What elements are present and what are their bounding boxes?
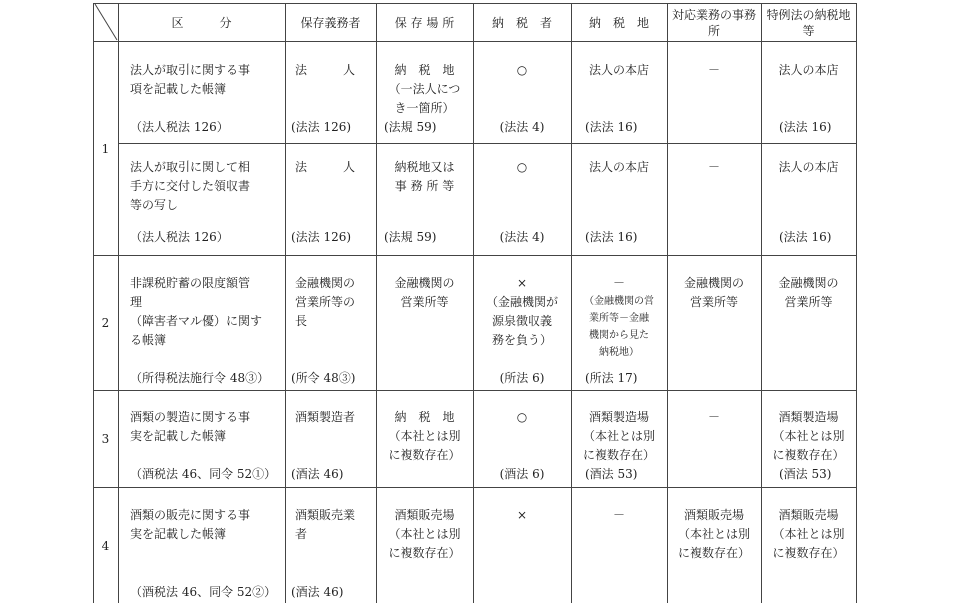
place-law: (法規 59) [384, 120, 437, 134]
row-number: 3 [101, 432, 110, 446]
place-law: (法規 59) [384, 230, 437, 244]
header-obligor: 保存義務者 [300, 16, 361, 30]
taxpayer-text-line: 務を負う） [491, 333, 552, 347]
obligor-text-line: 酒類販売業 [295, 508, 356, 522]
category-text-line: 実を記載した帳簿 [130, 429, 227, 443]
category-text-line: 手方に交付した領収書 [130, 179, 251, 193]
special-text: 法人の本店 [778, 160, 839, 174]
place-text-line: （本社とは別 [388, 527, 461, 541]
taxpayer-law: (所法 6) [499, 371, 545, 385]
obligor-law: (酒法 46) [291, 467, 344, 481]
header-place: 保 存 場 所 [394, 16, 455, 30]
special-text-line: （本社とは別 [772, 527, 845, 541]
row-number: 2 [101, 316, 110, 330]
category-text-line: 酒類の販売に関する事 [130, 508, 251, 522]
place-text-line: （本社とは別 [388, 429, 461, 443]
tax-place-law: (法法 16) [585, 120, 638, 134]
special-text-line: に複数存在） [772, 546, 845, 560]
place-text-line: 金融機関の [394, 276, 455, 290]
tax-place-text-line: （本社とは別 [582, 429, 655, 443]
place-text-line: 酒類販売場 [394, 508, 455, 522]
header-category: 区 分 [171, 16, 232, 30]
taxpayer-text-line: 源泉徴収義 [491, 314, 552, 328]
taxpayer-text-line: （金融機関が [485, 295, 558, 309]
special-text: 法人の本店 [778, 63, 839, 77]
obligor-text: 法 人 [295, 160, 356, 174]
row-number: 1 [101, 142, 110, 156]
obligor-text-line: 者 [295, 527, 308, 541]
category-law: （法人税法 126） [130, 230, 229, 244]
place-text-line: 納 税 地 [394, 63, 455, 77]
category-law: （法人税法 126） [130, 120, 229, 134]
tax-place-text: － [612, 508, 625, 522]
category-text-line: （障害者マル優）に関す [130, 314, 263, 328]
category-law: （酒税法 46、同令 52②） [130, 585, 277, 599]
tax-place-text: 業所等－金融 [589, 313, 649, 324]
category-text-line: 項を記載した帳簿 [130, 82, 227, 96]
obligor-text: 酒類製造者 [295, 410, 356, 424]
office-text-line: 酒類販売場 [683, 508, 744, 522]
place-text-line: き一箇所） [394, 101, 455, 115]
tax-place-text-line: 酒類製造場 [588, 410, 649, 424]
tax-place-text: 機関から見た [589, 330, 649, 341]
special-text-line: 酒類製造場 [778, 410, 839, 424]
category-text-line: 酒類の製造に関する事 [130, 410, 251, 424]
office-text: － [707, 410, 720, 424]
header-tax-place: 納 税 地 [588, 16, 649, 30]
taxpayer-text: × [516, 508, 528, 522]
taxpayer-text: ○ [516, 63, 528, 77]
place-text-line: （一法人につ [388, 82, 461, 96]
category-text-line: 実を記載した帳簿 [130, 527, 227, 541]
category-text-line: 法人が取引に関して相 [130, 160, 251, 174]
row-number: 4 [101, 539, 110, 553]
obligor-text-line: 長 [295, 314, 308, 328]
obligor-text-line: 金融機関の [295, 276, 356, 290]
category-text-line: る帳簿 [130, 333, 167, 347]
obligor-law: (所令 48③) [291, 371, 356, 385]
taxpayer-law: (法法 4) [499, 120, 545, 134]
taxpayer-text: ○ [516, 410, 528, 424]
office-text-line: 営業所等 [689, 295, 738, 309]
tax-place-text-line: に複数存在） [582, 448, 655, 462]
tax-place-text: 法人の本店 [588, 63, 649, 77]
place-text-line: に複数存在） [388, 546, 461, 560]
special-text-line: 営業所等 [784, 295, 833, 309]
office-text-line: （本社とは別 [677, 527, 750, 541]
tax-place-law: (法法 16) [585, 230, 638, 244]
office-text-line: に複数存在） [677, 546, 750, 560]
obligor-law: (酒法 46) [291, 585, 344, 599]
taxpayer-law: (酒法 6) [499, 467, 545, 481]
special-text-line: 酒類販売場 [778, 508, 839, 522]
category-text-line: 等の写し [130, 198, 179, 212]
header-diagonal [93, 3, 118, 45]
header-taxpayer: 納 税 者 [491, 16, 552, 30]
tax-place-text: （金融機関の営 [584, 296, 654, 307]
tax-place-text: 納税地） [599, 347, 639, 358]
tax-place-text: － [612, 276, 625, 290]
special-law: (酒法 53) [779, 467, 832, 481]
obligor-law: (法法 126) [291, 230, 352, 244]
category-text-line: 法人が取引に関する事 [130, 63, 251, 77]
category-text-line: 非課税貯蓄の限度額管 [130, 276, 251, 290]
place-text-line: 納税地又は [394, 160, 455, 174]
office-text-line: 金融機関の [683, 276, 744, 290]
office-text: － [707, 160, 720, 174]
obligor-text: 法 人 [295, 63, 356, 77]
obligor-text-line: 営業所等の [295, 295, 356, 309]
special-text-line: に複数存在） [772, 448, 845, 462]
tax-place-law: (所法 17) [585, 371, 638, 385]
office-text: － [707, 63, 720, 77]
special-law: (法法 16) [779, 120, 832, 134]
category-text-line: 理 [130, 295, 143, 309]
header-office: 対応業務の事務所 [671, 8, 756, 38]
place-text-line: 事 務 所 等 [394, 179, 455, 193]
category-law: （所得税法施行令 48③） [130, 371, 270, 385]
taxpayer-text: ○ [516, 160, 528, 174]
tax-place-law: (酒法 53) [585, 467, 638, 481]
special-law: (法法 16) [779, 230, 832, 244]
obligor-law: (法法 126) [291, 120, 352, 134]
place-text-line: に複数存在） [388, 448, 461, 462]
category-law: （酒税法 46、同令 52①） [130, 467, 277, 481]
place-text-line: 納 税 地 [394, 410, 455, 424]
special-text-line: 金融機関の [778, 276, 839, 290]
special-text-line: （本社とは別 [772, 429, 845, 443]
place-text-line: 営業所等 [400, 295, 449, 309]
header-special: 特例法の納税地等 [766, 8, 851, 38]
taxpayer-law: (法法 4) [499, 230, 545, 244]
taxpayer-text-line: × [516, 276, 528, 290]
tax-place-text: 法人の本店 [588, 160, 649, 174]
